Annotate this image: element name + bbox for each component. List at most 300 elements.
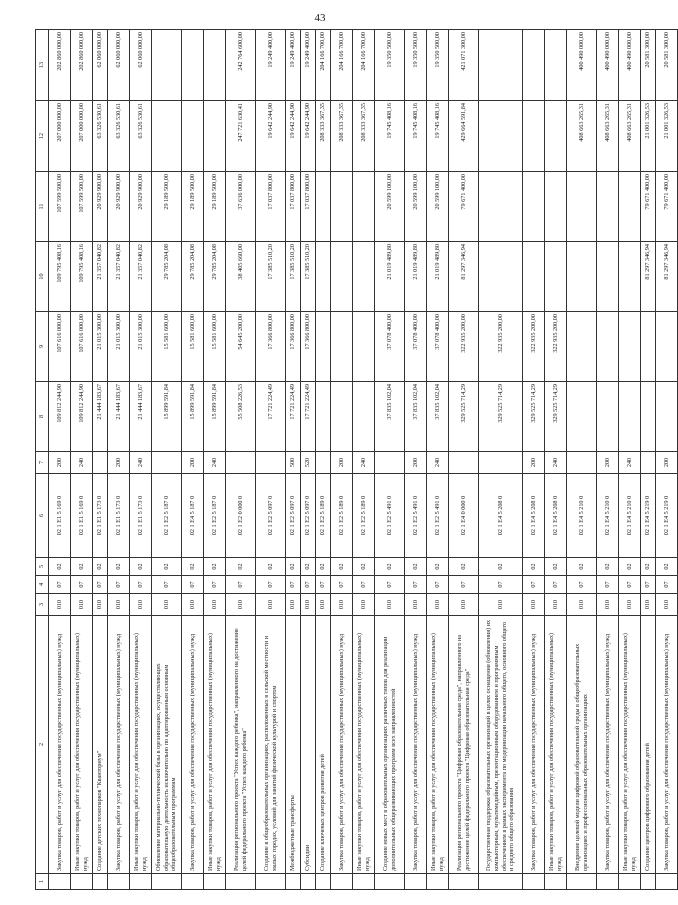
section-code-cell: 07 [182,576,204,594]
table-row [619,30,641,890]
amount-cell: 37 835 102,04 [375,382,405,452]
amount-cell [331,242,353,312]
amount-cell: 21 001 326,53 [656,101,678,172]
section-code-cell: 07 [523,576,545,594]
section-code-cell: 07 [130,576,152,594]
subsection-code-cell: 02 [286,558,301,576]
table-row [449,30,479,890]
subsection-code-cell: 02 [427,558,449,576]
amount-cell: 37 078 400,00 [405,312,427,382]
amount-cell: 408 663 265,31 [597,101,619,172]
table-row [301,30,316,890]
section-code-cell: 07 [286,576,301,594]
amount-cell: 62 060 000,00 [93,30,108,101]
amount-cell: 15 581 600,00 [204,312,226,382]
chapter-code-cell: 010 [427,594,449,616]
amount-cell [331,172,353,242]
column-number: 7 [36,452,49,474]
target-article-cell: 02 1 E4 0 000 0 [449,474,479,558]
amount-cell: 107 599 500,00 [49,172,71,242]
amount-cell [316,172,331,242]
amount-cell: 62 060 000,00 [130,30,152,101]
row-name-cell: Закупка товаров, работ и услуг для обеспечения государственных (муниципальных) нужд [405,616,427,874]
chapter-code-cell: 010 [316,594,331,616]
row-index-cell [256,874,286,890]
amount-cell: 208 333 367,35 [331,101,353,172]
amount-cell [316,312,331,382]
amount-cell: 37 078 400,00 [375,312,405,382]
amount-cell: 37 835 102,04 [427,382,449,452]
amount-cell [182,30,204,101]
amount-cell: 19 745 408,16 [375,101,405,172]
target-article-cell: 02 1 E1 5 173 0 [130,474,152,558]
amount-cell: 17 037 800,00 [256,172,286,242]
section-code-cell: 07 [656,576,678,594]
section-code-cell: 07 [152,576,182,594]
table-row [545,30,567,890]
amount-cell: 19 642 244,90 [301,101,316,172]
expense-type-cell [567,452,597,474]
row-index-cell [427,874,449,890]
amount-cell [523,172,545,242]
table-row [71,30,93,890]
amount-cell: 21 357 040,82 [93,242,108,312]
amount-cell: 29 189 500,00 [204,172,226,242]
row-index-cell [130,874,152,890]
amount-cell: 329 525 714,29 [479,382,523,452]
amount-cell [619,242,641,312]
row-index-cell [449,874,479,890]
section-code-cell: 07 [301,576,316,594]
row-index-cell [331,874,353,890]
amount-cell: 109 812 244,90 [49,382,71,452]
amount-cell [597,382,619,452]
chapter-code-cell: 010 [130,594,152,616]
chapter-code-cell: 010 [256,594,286,616]
table-row [331,30,353,890]
amount-cell [152,30,182,101]
amount-cell [152,101,182,172]
expense-type-cell: 200 [597,452,619,474]
amount-cell [567,172,597,242]
amount-cell: 17 366 800,00 [301,312,316,382]
chapter-code-cell: 010 [353,594,375,616]
column-number: 2 [36,616,49,874]
column-number-header-row [36,30,49,890]
amount-cell: 21 015 300,00 [108,312,130,382]
row-name-cell: Иные закупки товаров, работ и услуг для обеспечения государственных (муниципальных) нужд [71,616,93,874]
subsection-code-cell: 02 [182,558,204,576]
table-row [49,30,71,890]
section-code-cell: 07 [619,576,641,594]
row-name-cell: Государственная поддержка образовательных организаций в целях оснащения (обновления) их компьютерным, мультимедийным, презентационным оборудованием и программным обеспечением в рамках эксперимента по модернизации начального общего, основного общего и среднего общего образования [479,616,523,874]
subsection-code-cell: 02 [256,558,286,576]
amount-cell: 247 721 630,41 [226,101,256,172]
row-index-cell [204,874,226,890]
amount-cell: 63 326 530,61 [93,101,108,172]
subsection-code-cell: 02 [545,558,567,576]
target-article-cell: 02 1 E2 5 491 0 [405,474,427,558]
row-index-cell [405,874,427,890]
amount-cell: 17 721 224,49 [301,382,316,452]
amount-cell: 208 333 367,35 [353,101,375,172]
table-row [375,30,405,890]
section-code-cell: 07 [375,576,405,594]
amount-cell: 37 835 102,04 [405,382,427,452]
amount-cell: 242 764 600,00 [226,30,256,101]
section-code-cell: 07 [108,576,130,594]
target-article-cell: 02 1 E4 5 208 0 [523,474,545,558]
table-row [427,30,449,890]
chapter-code-cell: 010 [108,594,130,616]
target-article-cell: 02 1 E4 5 210 0 [567,474,597,558]
amount-cell: 79 671 400,00 [449,172,479,242]
amount-cell: 62 060 000,00 [108,30,130,101]
amount-cell: 109 812 244,90 [71,382,93,452]
amount-cell: 21 444 183,67 [130,382,152,452]
subsection-code-cell: 02 [353,558,375,576]
expense-type-cell [226,452,256,474]
amount-cell: 21 001 326,53 [641,101,656,172]
row-name-cell: Иные закупки товаров, работ и услуг для обеспечения государственных (муниципальных) нужд [427,616,449,874]
row-index-cell [316,874,331,890]
amount-cell: 81 297 346,94 [641,242,656,312]
table-row [226,30,256,890]
subsection-code-cell: 02 [93,558,108,576]
amount-cell [545,30,567,101]
page-number: 43 [314,12,326,24]
amount-cell [353,172,375,242]
row-name-cell: Создание детских технопарков "Кванториум" [93,616,108,874]
section-code-cell: 07 [49,576,71,594]
expense-type-cell: 240 [619,452,641,474]
table-row [182,30,204,890]
expense-type-cell [152,452,182,474]
chapter-code-cell: 010 [405,594,427,616]
amount-cell: 202 860 000,00 [49,30,71,101]
table-row [523,30,545,890]
row-name-cell: Иные закупки товаров, работ и услуг для обеспечения государственных (муниципальных) нужд [204,616,226,874]
target-article-cell: 02 1 E2 5 491 0 [375,474,405,558]
chapter-code-cell: 010 [523,594,545,616]
target-article-cell: 02 1 E4 5 210 0 [597,474,619,558]
expense-type-cell: 200 [656,452,678,474]
amount-cell: 17 366 800,00 [286,312,301,382]
expense-type-cell [93,452,108,474]
chapter-code-cell: 010 [375,594,405,616]
amount-cell: 29 785 204,08 [152,242,182,312]
table-row [567,30,597,890]
amount-cell: 408 663 265,31 [567,101,597,172]
row-name-cell: Закупка товаров, работ и услуг для обеспечения государственных (муниципальных) нужд [523,616,545,874]
amount-cell [523,101,545,172]
amount-cell: 204 166 700,00 [353,30,375,101]
section-code-cell: 07 [449,576,479,594]
row-name-cell: Иные закупки товаров, работ и услуг для обеспечения государственных (муниципальных) нужд [353,616,375,874]
subsection-code-cell: 02 [597,558,619,576]
section-code-cell: 07 [427,576,449,594]
amount-cell: 109 795 408,16 [49,242,71,312]
table-row [641,30,656,890]
amount-cell [619,312,641,382]
column-number: 6 [36,474,49,558]
amount-cell [353,312,375,382]
amount-cell: 29 189 500,00 [152,172,182,242]
chapter-code-cell: 010 [301,594,316,616]
table-row [93,30,108,890]
amount-cell [597,242,619,312]
amount-cell [545,101,567,172]
row-name-cell: Создание ключевых центров развития детей [316,616,331,874]
row-index-cell [49,874,71,890]
amount-cell: 81 297 346,94 [449,242,479,312]
expense-type-cell [316,452,331,474]
amount-cell: 21 015 300,00 [93,312,108,382]
amount-cell: 15 581 600,00 [182,312,204,382]
subsection-code-cell: 02 [449,558,479,576]
row-name-cell: Закупка товаров, работ и услуг для обеспечения государственных (муниципальных) нужд [182,616,204,874]
amount-cell: 29 785 204,08 [204,242,226,312]
amount-cell [641,382,656,452]
row-name-cell: Реализация регионального проекта "Цифровая образовательная среда", направленного на достижение целей федерального проекта "Цифровая образовательная среда" [449,616,479,874]
chapter-code-cell: 010 [656,594,678,616]
amount-cell: 21 357 040,82 [130,242,152,312]
subsection-code-cell: 02 [331,558,353,576]
chapter-code-cell: 010 [152,594,182,616]
amount-cell: 15 899 591,84 [182,382,204,452]
subsection-code-cell: 02 [375,558,405,576]
target-article-cell: 02 1 E1 5 169 0 [71,474,93,558]
column-number: 8 [36,382,49,452]
column-number: 1 [36,874,49,890]
target-article-cell: 02 1 E2 5 097 0 [301,474,316,558]
target-article-cell: 02 1 E4 5 219 0 [641,474,656,558]
amount-cell [204,30,226,101]
section-code-cell: 07 [226,576,256,594]
target-article-cell: 02 1 E2 5 189 0 [353,474,375,558]
amount-cell: 207 000 000,00 [49,101,71,172]
amount-cell: 421 071 300,00 [449,30,479,101]
amount-cell [523,242,545,312]
expense-type-cell [641,452,656,474]
section-code-cell: 07 [316,576,331,594]
amount-cell: 21 019 489,80 [405,242,427,312]
expense-type-cell [375,452,405,474]
chapter-code-cell: 010 [331,594,353,616]
amount-cell: 208 333 367,35 [316,101,331,172]
target-article-cell: 02 1 E2 5 189 0 [316,474,331,558]
amount-cell [523,30,545,101]
row-index-cell [597,874,619,890]
section-code-cell: 07 [331,576,353,594]
row-name-cell: Закупка товаров, работ и услуг для обеспечения государственных (муниципальных) нужд [597,616,619,874]
amount-cell: 20 929 900,00 [108,172,130,242]
amount-cell: 37 078 400,00 [427,312,449,382]
amount-cell: 107 599 500,00 [71,172,93,242]
amount-cell: 400 490 000,00 [619,30,641,101]
section-code-cell: 07 [405,576,427,594]
table-row [286,30,301,890]
column-number: 13 [36,30,49,101]
column-number: 11 [36,172,49,242]
chapter-code-cell: 010 [182,594,204,616]
amount-cell: 79 671 400,00 [641,172,656,242]
amount-cell [656,382,678,452]
amount-cell: 19 745 408,16 [427,101,449,172]
row-name-cell: Иные закупки товаров, работ и услуг для обеспечения государственных (муниципальных) нужд [545,616,567,874]
rotated-table-container [35,30,670,890]
row-name-cell: Создание центров цифрового образования детей [641,616,656,874]
amount-cell: 322 935 200,00 [545,312,567,382]
row-name-cell: Иные закупки товаров, работ и услуг для обеспечения государственных (муниципальных) нужд [619,616,641,874]
amount-cell: 21 444 183,67 [108,382,130,452]
row-name-cell: Создание в общеобразовательных организациях, расположенных в сельской местности и малых городах, условий для занятий физической культурой и спортом [256,616,286,874]
amount-cell: 207 000 000,00 [71,101,93,172]
chapter-code-cell: 010 [597,594,619,616]
row-index-cell [353,874,375,890]
target-article-cell: 02 1 E2 5 187 0 [204,474,226,558]
amount-cell [479,30,523,101]
column-number: 3 [36,594,49,616]
amount-cell: 429 664 591,84 [449,101,479,172]
amount-cell: 408 663 265,31 [619,101,641,172]
subsection-code-cell: 02 [479,558,523,576]
amount-cell: 17 385 510,20 [301,242,316,312]
amount-cell: 20 929 900,00 [93,172,108,242]
row-index-cell [286,874,301,890]
amount-cell [331,382,353,452]
column-number: 10 [36,242,49,312]
amount-cell [567,382,597,452]
amount-cell: 107 616 000,00 [49,312,71,382]
amount-cell [316,242,331,312]
amount-cell: 21 444 183,67 [93,382,108,452]
column-number: 4 [36,576,49,594]
section-code-cell: 07 [71,576,93,594]
subsection-code-cell: 02 [108,558,130,576]
amount-cell: 20 929 900,00 [130,172,152,242]
amount-cell: 202 860 000,00 [71,30,93,101]
expense-type-cell: 520 [301,452,316,474]
amount-cell [597,172,619,242]
chapter-code-cell: 010 [641,594,656,616]
amount-cell: 54 645 200,00 [226,312,256,382]
amount-cell: 15 899 591,84 [152,382,182,452]
amount-cell: 17 037 800,00 [286,172,301,242]
row-index-cell [71,874,93,890]
row-name-cell: Закупка товаров, работ и услуг для обеспечения государственных (муниципальных) нужд [656,616,678,874]
target-article-cell: 02 1 E2 5 187 0 [152,474,182,558]
subsection-code-cell: 02 [301,558,316,576]
target-article-cell: 02 1 E2 0 000 0 [226,474,256,558]
amount-cell: 17 721 224,49 [286,382,301,452]
amount-cell: 204 166 700,00 [316,30,331,101]
amount-cell: 17 037 800,00 [301,172,316,242]
chapter-code-cell: 010 [567,594,597,616]
expense-type-cell [256,452,286,474]
expense-type-cell: 500 [286,452,301,474]
amount-cell: 19 249 400,00 [301,30,316,101]
amount-cell: 17 721 224,49 [256,382,286,452]
amount-cell: 63 326 530,61 [130,101,152,172]
amount-cell: 20 599 100,00 [375,172,405,242]
amount-cell [641,312,656,382]
amount-cell: 400 490 000,00 [597,30,619,101]
amount-cell: 19 249 400,00 [256,30,286,101]
amount-cell [353,242,375,312]
amount-cell: 38 405 660,00 [226,242,256,312]
expense-type-cell: 200 [49,452,71,474]
chapter-code-cell: 010 [93,594,108,616]
amount-cell: 79 671 400,00 [656,172,678,242]
amount-cell: 21 019 489,80 [375,242,405,312]
amount-cell: 19 350 500,00 [427,30,449,101]
row-index-cell [301,874,316,890]
amount-cell: 400 490 000,00 [567,30,597,101]
amount-cell: 20 581 300,00 [641,30,656,101]
amount-cell: 17 385 510,20 [256,242,286,312]
section-code-cell: 07 [597,576,619,594]
expense-type-cell: 240 [353,452,375,474]
amount-cell: 107 616 000,00 [71,312,93,382]
amount-cell: 15 581 600,00 [152,312,182,382]
expense-type-cell: 200 [405,452,427,474]
amount-cell: 29 189 500,00 [182,172,204,242]
chapter-code-cell: 010 [49,594,71,616]
row-index-cell [545,874,567,890]
row-name-cell: Создание новых мест в образовательных организациях различных типов для реализации дополнительных общеразвивающих программ всех направленностей [375,616,405,874]
amount-cell: 322 935 200,00 [479,312,523,382]
amount-cell: 322 935 200,00 [449,312,479,382]
row-index-cell [656,874,678,890]
amount-cell: 55 508 226,53 [226,382,256,452]
table-row [108,30,130,890]
row-index-cell [182,874,204,890]
row-index-cell [523,874,545,890]
subsection-code-cell: 02 [656,558,678,576]
section-code-cell: 07 [641,576,656,594]
section-code-cell: 07 [93,576,108,594]
amount-cell [567,242,597,312]
row-index-cell [93,874,108,890]
table-row [152,30,182,890]
table-body [49,30,678,890]
table-row [597,30,619,890]
table-row [316,30,331,890]
row-name-cell: Закупка товаров, работ и услуг для обеспечения государственных (муниципальных) нужд [108,616,130,874]
subsection-code-cell: 02 [226,558,256,576]
row-name-cell: Межбюджетные трансферты [286,616,301,874]
amount-cell: 204 166 700,00 [331,30,353,101]
amount-cell: 19 350 500,00 [405,30,427,101]
section-code-cell: 07 [256,576,286,594]
amount-cell [204,101,226,172]
section-code-cell: 07 [567,576,597,594]
budget-table-page [35,30,670,890]
amount-cell: 63 326 530,61 [108,101,130,172]
table-row [256,30,286,890]
amount-cell: 21 357 040,82 [108,242,130,312]
amount-cell: 19 745 408,16 [405,101,427,172]
expense-type-cell [449,452,479,474]
subsection-code-cell: 02 [619,558,641,576]
amount-cell: 21 015 300,00 [130,312,152,382]
subsection-code-cell: 02 [523,558,545,576]
amount-cell [619,172,641,242]
amount-cell [567,312,597,382]
expense-type-cell: 240 [71,452,93,474]
subsection-code-cell: 02 [49,558,71,576]
